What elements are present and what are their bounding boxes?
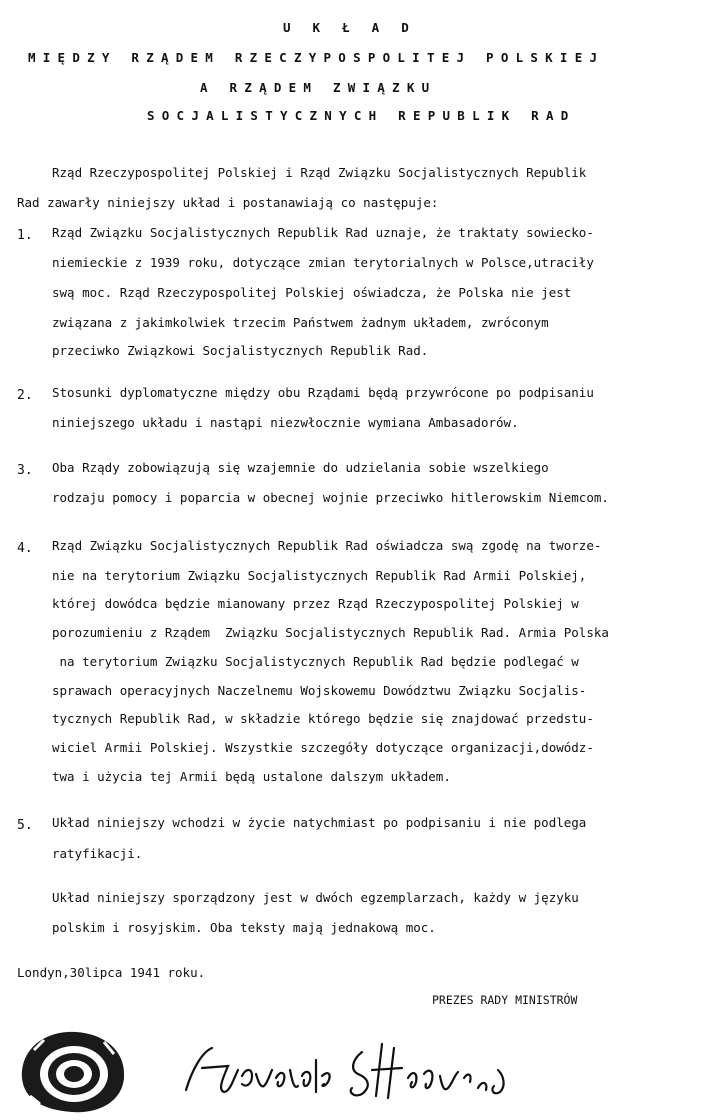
signatory-title: PREZES RADY MINISTRÓW [432,993,578,1007]
article-1-line: Rząd Związku Socjalistycznych Republik Rad uznaje, że traktaty sowiecko- [52,225,594,240]
preamble-line-2: Rad zawarły niniejszy układ i postanawiają co następuje: [17,195,439,210]
preamble-line-1: Rząd Rzeczypospolitej Polskiej i Rząd Związku Socjalistycznych Republik [52,165,587,180]
article-4-line: nie na terytorium Związku Socjalistycznych Republik Rad Armii Polskiej, [52,568,587,583]
article-4-line: sprawach operacyjnych Naczelnemu Wojskowemu Dowództwu Związku Socjalis- [52,683,587,698]
article-5-line: Układ niniejszy wchodzi w życie natychmiast po podpisaniu i nie podlega [52,815,587,830]
article-4-line: tycznych Republik Rad, w składzie którego będzie się znajdować przedstu- [52,711,594,726]
article-3-line: rodzaju pomocy i poparcia w obecnej wojnie przeciwko hitlerowskim Niemcom. [52,490,609,505]
signature-image [172,1030,532,1105]
article-4-line: porozumieniu z Rządem Związku Socjalistycznych Republik Rad. Armia Polska [52,625,609,640]
article-4-line: Rząd Związku Socjalistycznych Republik Rad oświadcza swą zgodę na tworze- [52,538,602,553]
article-2-line: Stosunki dyplomatyczne między obu Rządami będą przywrócone po podpisaniu [52,385,594,400]
article-1-line: swą moc. Rząd Rzeczypospolitej Polskiej oświadcza, że Polska nie jest [52,285,572,300]
article-3-number: 3. [17,463,33,478]
article-4-line: której dowódca będzie mianowany przez Rząd Rzeczypospolitej Polskiej w [52,596,579,611]
article-1-line: niemieckie z 1939 roku, dotyczące zmian terytorialnych w Polsce,utraciły [52,255,594,270]
closing-line-2: polskim i rosyjskim. Oba teksty mają jednakową moc. [52,920,436,935]
article-2-line: niniejszego układu i nastąpi niezwłocznie wymiana Ambasadorów. [52,415,519,430]
title-line-1: U K Ł A D [283,20,416,35]
article-1-line: związana z jakimkolwiek trzecim Państwem żadnym układem, zwróconym [52,315,549,330]
place-date: Londyn,30lipca 1941 roku. [17,965,206,980]
article-1-line: przeciwko Związkowi Socjalistycznych Republik Rad. [52,343,429,358]
article-4-line: na terytorium Związku Socjalistycznych Republik Rad będzie podlegać w [52,654,579,669]
article-4-line: wiciel Armii Polskiej. Wszystkie szczegóły dotyczące organizacji,dowódz- [52,740,594,755]
article-4-line: twa i użycia tej Armii będą ustalone dalszym układem. [52,769,451,784]
closing-line-1: Układ niniejszy sporządzony jest w dwóch egzemplarzach, każdy w języku [52,890,579,905]
title-line-4: SOCJALISTYCZNYCH REPUBLIK RAD [147,108,576,123]
seal-stamp-icon [14,1020,132,1116]
title-line-3: A RZĄDEM ZWIĄZKU [200,80,437,95]
article-3-line: Oba Rządy zobowiązują się wzajemnie do udzielania sobie wszelkiego [52,460,549,475]
article-5-number: 5. [17,818,33,833]
article-5-line: ratyfikacji. [52,846,143,861]
article-2-number: 2. [17,388,33,403]
article-4-number: 4. [17,541,33,556]
title-line-2: MIĘDZY RZĄDEM RZECZYPOSPOLITEJ POLSKIEJ [28,50,605,65]
article-1-number: 1. [17,228,33,243]
